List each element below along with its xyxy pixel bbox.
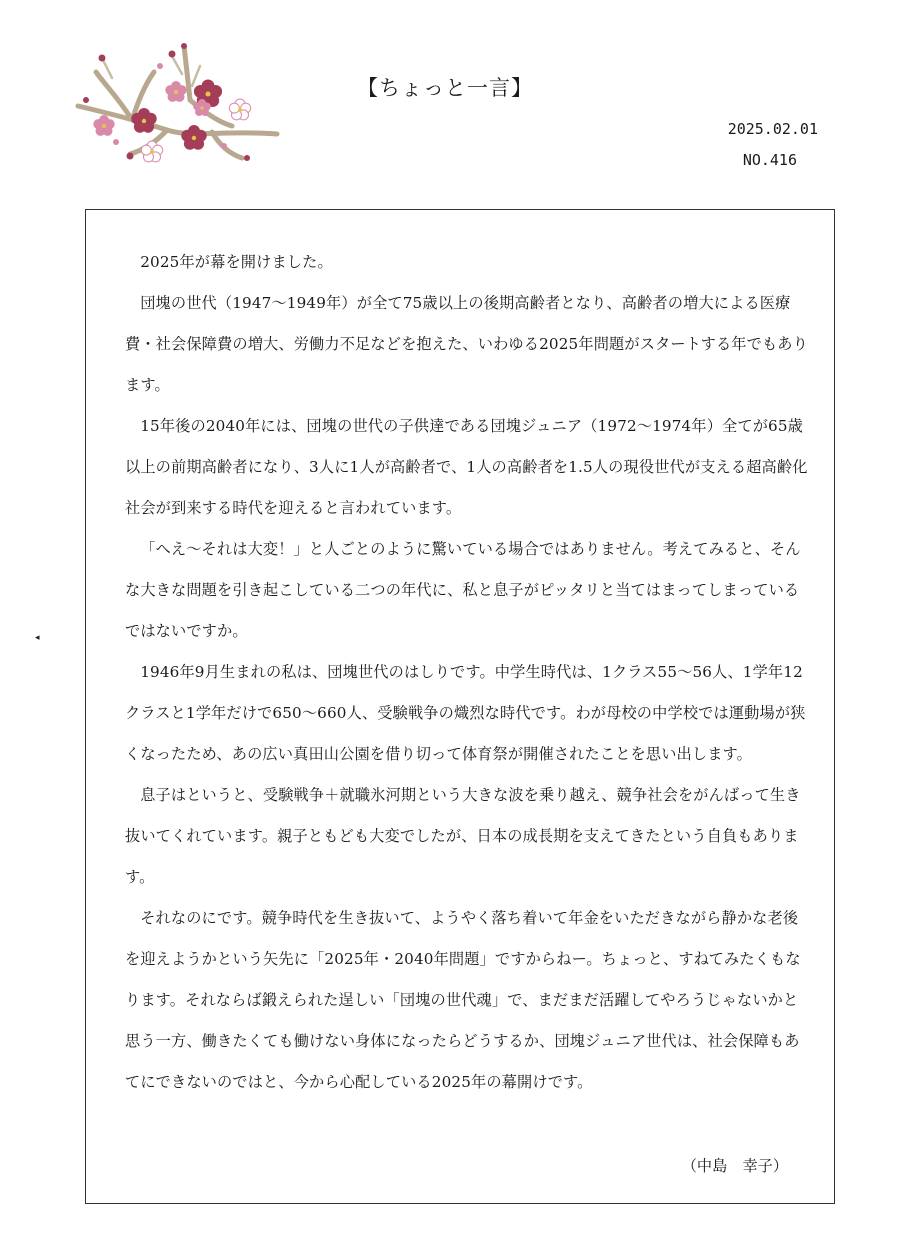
- issue-number: NO.416: [742, 151, 797, 169]
- article-paragraph: 15年後の2040年には、団塊の世代の子供達である団塊ジュニア（1972～1974年）全てが65歳以上の前期高齢者になり、3人に1人が高齢者で、1人の高齢者を1.5人の現役世代が支える超高齢化社会が到来する時代を迎えると言われています。: [125, 417, 808, 517]
- article-paragraph: 「へえ～それは大変！」と人ごとのように驚いている場合ではありません。考えてみると、そんな大きな問題を引き起こしている二つの年代に、私と息子がピッタリと当てはまってしまっているではないですか。: [125, 540, 801, 640]
- left-arrow-icon: ◂: [35, 633, 40, 643]
- plum-blossom-icon: [72, 42, 282, 172]
- article-paragraph: 息子はというと、受験戦争＋就職氷河期という大きな波を乗り越え、競争社会をがんばって生き抜いてくれています。親子ともども大変でしたが、日本の成長期を支えてきたという自負もあります。: [125, 786, 801, 886]
- page-title: 【ちょっと一言】: [357, 76, 533, 100]
- article-body: [125, 242, 809, 1103]
- article-paragraph: 2025年が幕を開けました。: [140, 253, 333, 271]
- issue-date: 2025.02.01: [727, 120, 818, 138]
- article-paragraph: 団塊の世代（1947～1949年）が全て75歳以上の後期高齢者となり、高齢者の増大による医療費・社会保障費の増大、労働力不足などを抱えた、いわゆる2025年問題がスタートする年でもあります。: [125, 294, 808, 394]
- article-paragraph: それなのにです。競争時代を生き抜いて、ようやく落ち着いて年金をいただきながら静かな老後を迎えようかという矢先に「2025年・2040年問題」ですからねー。ちょっと、すねてみたくもなります。それならば鍛えられた逞しい「団塊の世代魂」で、まだまだ活躍してやろうじゃないかと思う一方、働きたくても働けない身体になったらどうするか、団塊ジュニア世代は、社会保障もあてにできないのではと、今から心配している2025年の幕開けです。: [125, 909, 801, 1091]
- author-signature: （中島 幸子）: [681, 1157, 788, 1175]
- article-paragraph: 1946年9月生まれの私は、団塊世代のはしりです。中学生時代は、1クラス55～56人、1学年12クラスと1学年だけで650～660人、受験戦争の熾烈な時代です。わが母校の中学校では運動場が狭くなったため、あの広い真田山公園を借り切って体育祭が開催されたことを思い出します。: [125, 663, 806, 763]
